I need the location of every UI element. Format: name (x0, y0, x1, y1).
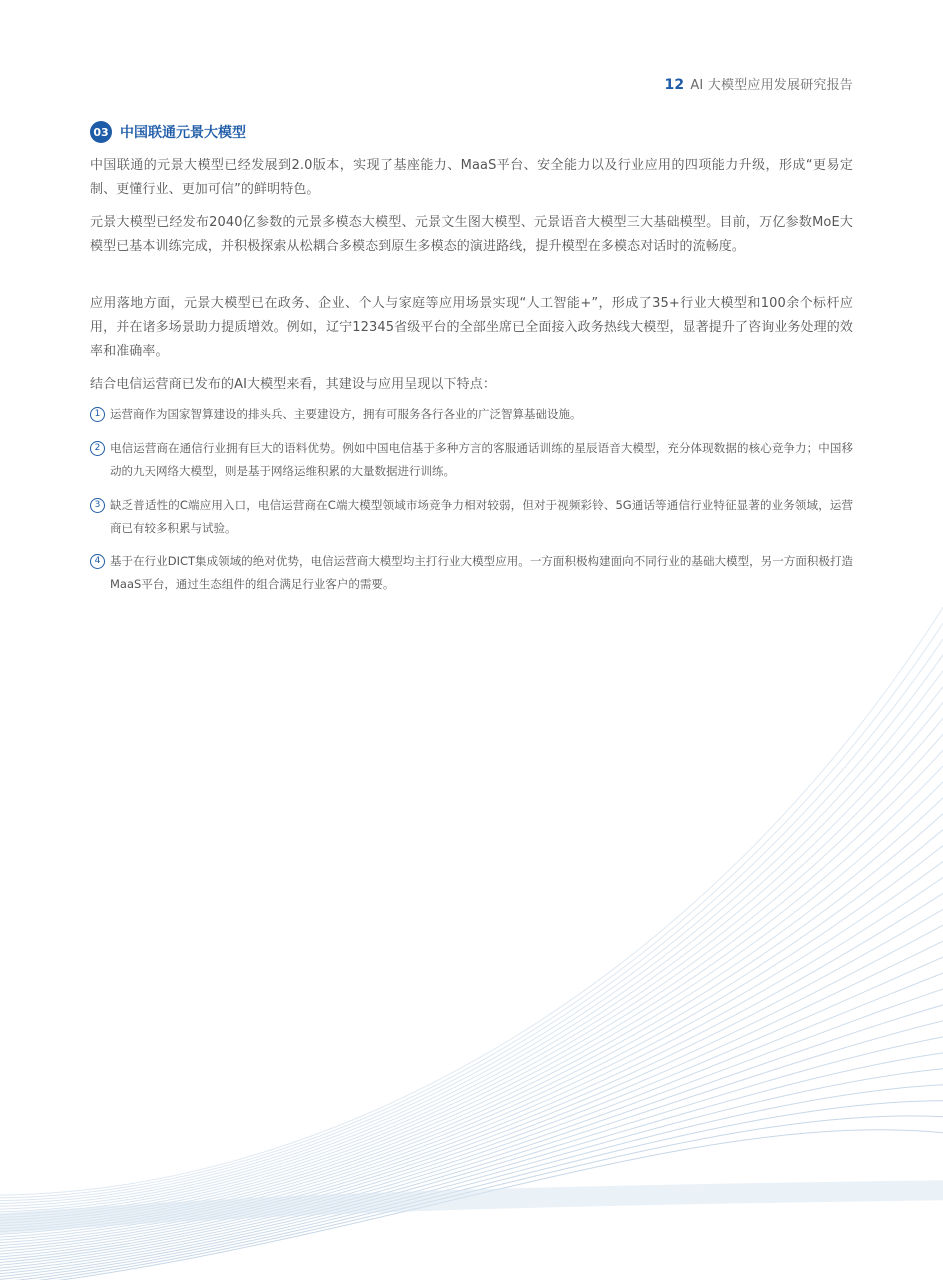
feature-text: 基于在行业DICT集成领域的绝对优势，电信运营商大模型均主打行业大模型应用。一方面积极构建面向不同行业的基础大模型，另一方面积极打造MaaS平台，通过生态组件的组合满足行业客户的需要。 (110, 554, 853, 591)
paragraph-applications: 应用落地方面，元景大模型已在政务、企业、个人与家庭等应用场景实现“人工智能+”，形成了35+行业大模型和100余个标杆应用，并在诸多场景助力提质增效。例如，辽宁12345省级平台的全部坐席已全面接入政务热线大模型，显著提升了咨询业务处理的效率和准确率。 (90, 296, 853, 359)
section-title (90, 121, 246, 143)
report-title: AI 大模型应用发展研究报告 (690, 78, 853, 93)
feature-text: 电信运营商在通信行业拥有巨大的语料优势。例如中国电信基于多种方言的客服通话训练的星辰语音大模型，充分体现数据的核心竞争力；中国移动的九天网络大模型，则是基于网络运维积累的大量数据进行训练。 (110, 441, 853, 478)
circled-number: 4 (90, 554, 105, 569)
feature-list-item (90, 437, 853, 483)
feature-list-item (90, 403, 853, 426)
feature-text: 运营商作为国家智算建设的排头兵、主要建设方，拥有可服务各行各业的广泛智算基础设施。 (110, 407, 582, 421)
circled-number: 1 (90, 407, 105, 422)
feature-list-item (90, 494, 853, 540)
section-number-badge: 03 (90, 121, 112, 143)
circled-number: 3 (90, 498, 105, 513)
paragraph-versions: 中国联通的元景大模型已经发展到2.0版本，实现了基座能力、MaaS平台、安全能力以及行业应用的四项能力升级，形成“更易定制、更懂行业、更加可信”的鲜明特色。 (90, 158, 853, 197)
paragraph-summary-intro: 结合电信运营商已发布的AI大模型来看，其建设与应用呈现以下特点： (90, 377, 496, 392)
circled-number: 2 (90, 441, 105, 456)
section-heading: 中国联通元景大模型 (120, 125, 246, 141)
running-header (664, 74, 853, 93)
feature-text: 缺乏普适性的C端应用入口，电信运营商在C端大模型领域市场竞争力相对较弱，但对于视频彩铃、5G通话等通信行业特征显著的业务领域，运营商已有较多积累与试验。 (110, 498, 853, 535)
page-number: 12 (664, 77, 685, 93)
paragraph-models: 元景大模型已经发布2040亿参数的元景多模态大模型、元景文生图大模型、元景语音大模型三大基础模型。目前，万亿参数MoE大模型已基本训练完成，并积极探索从松耦合多模态到原生多模态的演进路线，提升模型在多模态对话时的流畅度。 (90, 215, 853, 254)
feature-list-item (90, 550, 853, 596)
